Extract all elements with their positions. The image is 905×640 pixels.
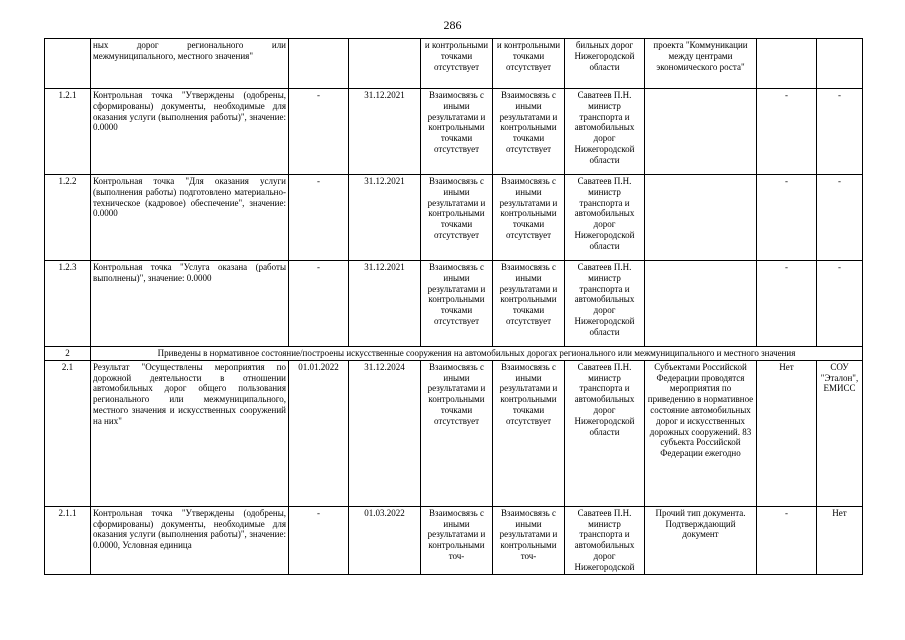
cell-rel1: Взаимосвязь с иными результатами и контрольными точ- (421, 506, 493, 574)
cell-start: - (289, 261, 349, 347)
cell-responsible: Саватеев П.Н. министр транспорта и автомобильных дорог Нижегородской области (565, 175, 645, 261)
cell-description (645, 89, 757, 175)
cell-start: 01.01.2022 (289, 360, 349, 506)
cell-rel2: и контрольными точками отсутствует (493, 39, 565, 89)
cell-name: Контрольная точка "Утверждены (одобрены, сформированы) документы, необходимые для оказания услуги (выполнения работы)", значение: 0.0000 (91, 89, 289, 175)
cell-num: 1.2.3 (45, 261, 91, 347)
cell-end: 31.12.2024 (349, 360, 421, 506)
cell-info-system: Нет (817, 506, 863, 574)
cell-start (289, 39, 349, 89)
table-row (45, 89, 863, 175)
cell-info-system: - (817, 261, 863, 347)
cell-end (349, 39, 421, 89)
cell-name: Контрольная точка "Услуга оказана (работы выполнены)", значение: 0.0000 (91, 261, 289, 347)
cell-rel2: Взаимосвязь с иными результатами и контрольными точками отсутствует (493, 360, 565, 506)
cell-end: 31.12.2021 (349, 89, 421, 175)
schedule-table (44, 38, 863, 575)
cell-end: 31.12.2021 (349, 261, 421, 347)
table-row (45, 506, 863, 574)
cell-start: - (289, 89, 349, 175)
cell-description (645, 261, 757, 347)
cell-rel2: Взаимосвязь с иными результатами и контрольными точ- (493, 506, 565, 574)
section-num: 2 (45, 347, 91, 361)
cell-doc-type: - (757, 175, 817, 261)
cell-num: 1.2.1 (45, 89, 91, 175)
cell-doc-type (757, 39, 817, 89)
cell-end: 01.03.2022 (349, 506, 421, 574)
section-title: Приведены в нормативное состояние/построены искусственные сооружения на автомобильных дорогах регионального или межмуниципального и местного значения (91, 347, 863, 361)
cell-doc-type: Нет (757, 360, 817, 506)
cell-rel2: Взаимосвязь с иными результатами и контрольными точками отсутствует (493, 261, 565, 347)
cell-info-system (817, 39, 863, 89)
cell-name: Результат "Осуществлены мероприятия по дорожной деятельности в отношении автомобильных дорог общего пользования регионального или межмуниципального, местного значения и искусственных сооружений на них" (91, 360, 289, 506)
cell-responsible: Саватеев П.Н. министр транспорта и автомобильных дорог Нижегородской области (565, 89, 645, 175)
cell-info-system: СОУ "Эталон", ЕМИСС (817, 360, 863, 506)
cell-doc-type: - (757, 261, 817, 347)
cell-start: - (289, 506, 349, 574)
table-row (45, 175, 863, 261)
cell-responsible: Саватеев П.Н. министр транспорта и автомобильных дорог Нижегородской (565, 506, 645, 574)
cell-description (645, 175, 757, 261)
cell-rel2: Взаимосвязь с иными результатами и контрольными точками отсутствует (493, 175, 565, 261)
cell-rel2: Взаимосвязь с иными результатами и контрольными точками отсутствует (493, 89, 565, 175)
cell-num: 2.1 (45, 360, 91, 506)
cell-responsible: Саватеев П.Н. министр транспорта и автомобильных дорог Нижегородской области (565, 261, 645, 347)
cell-doc-type: - (757, 506, 817, 574)
cell-rel1: Взаимосвязь с иными результатами и контрольными точками отсутствует (421, 360, 493, 506)
cell-start: - (289, 175, 349, 261)
cell-rel1: Взаимосвязь с иными результатами и контрольными точками отсутствует (421, 261, 493, 347)
cell-description: Прочий тип документа. Подтверждающий документ (645, 506, 757, 574)
table-row-continuation (45, 39, 863, 89)
cell-name: ных дорог регионального или межмуниципального, местного значения" (91, 39, 289, 89)
cell-name: Контрольная точка "Для оказания услуги (выполнения работы) подготовлено материально-техническое (кадровое) обеспечение", значение: 0.0000 (91, 175, 289, 261)
cell-info-system: - (817, 89, 863, 175)
cell-description: проекта "Коммуникации между центрами экономического роста" (645, 39, 757, 89)
cell-num (45, 39, 91, 89)
table-row (45, 360, 863, 506)
cell-end: 31.12.2021 (349, 175, 421, 261)
cell-rel1: и контрольными точками отсутствует (421, 39, 493, 89)
table-row (45, 261, 863, 347)
cell-responsible: Саватеев П.Н. министр транспорта и автомобильных дорог Нижегородской области (565, 360, 645, 506)
section-row (45, 347, 863, 361)
cell-rel1: Взаимосвязь с иными результатами и контрольными точками отсутствует (421, 89, 493, 175)
cell-description: Субъектами Российской Федерации проводятся мероприятия по приведению в нормативное состояние автомобильных дорог и искусственных дорожных сооружений. 83 субъекта Российской Федерации ежегодно (645, 360, 757, 506)
cell-responsible: бильных дорог Нижегородской области (565, 39, 645, 89)
cell-doc-type: - (757, 89, 817, 175)
cell-num: 2.1.1 (45, 506, 91, 574)
page-number: 286 (443, 18, 462, 32)
cell-info-system: - (817, 175, 863, 261)
cell-num: 1.2.2 (45, 175, 91, 261)
cell-rel1: Взаимосвязь с иными результатами и контрольными точками отсутствует (421, 175, 493, 261)
cell-name: Контрольная точка "Утверждены (одобрены, сформированы) документы, необходимые для оказания услуги (выполнения работы)", значение: 0.0000, Условная единица (91, 506, 289, 574)
